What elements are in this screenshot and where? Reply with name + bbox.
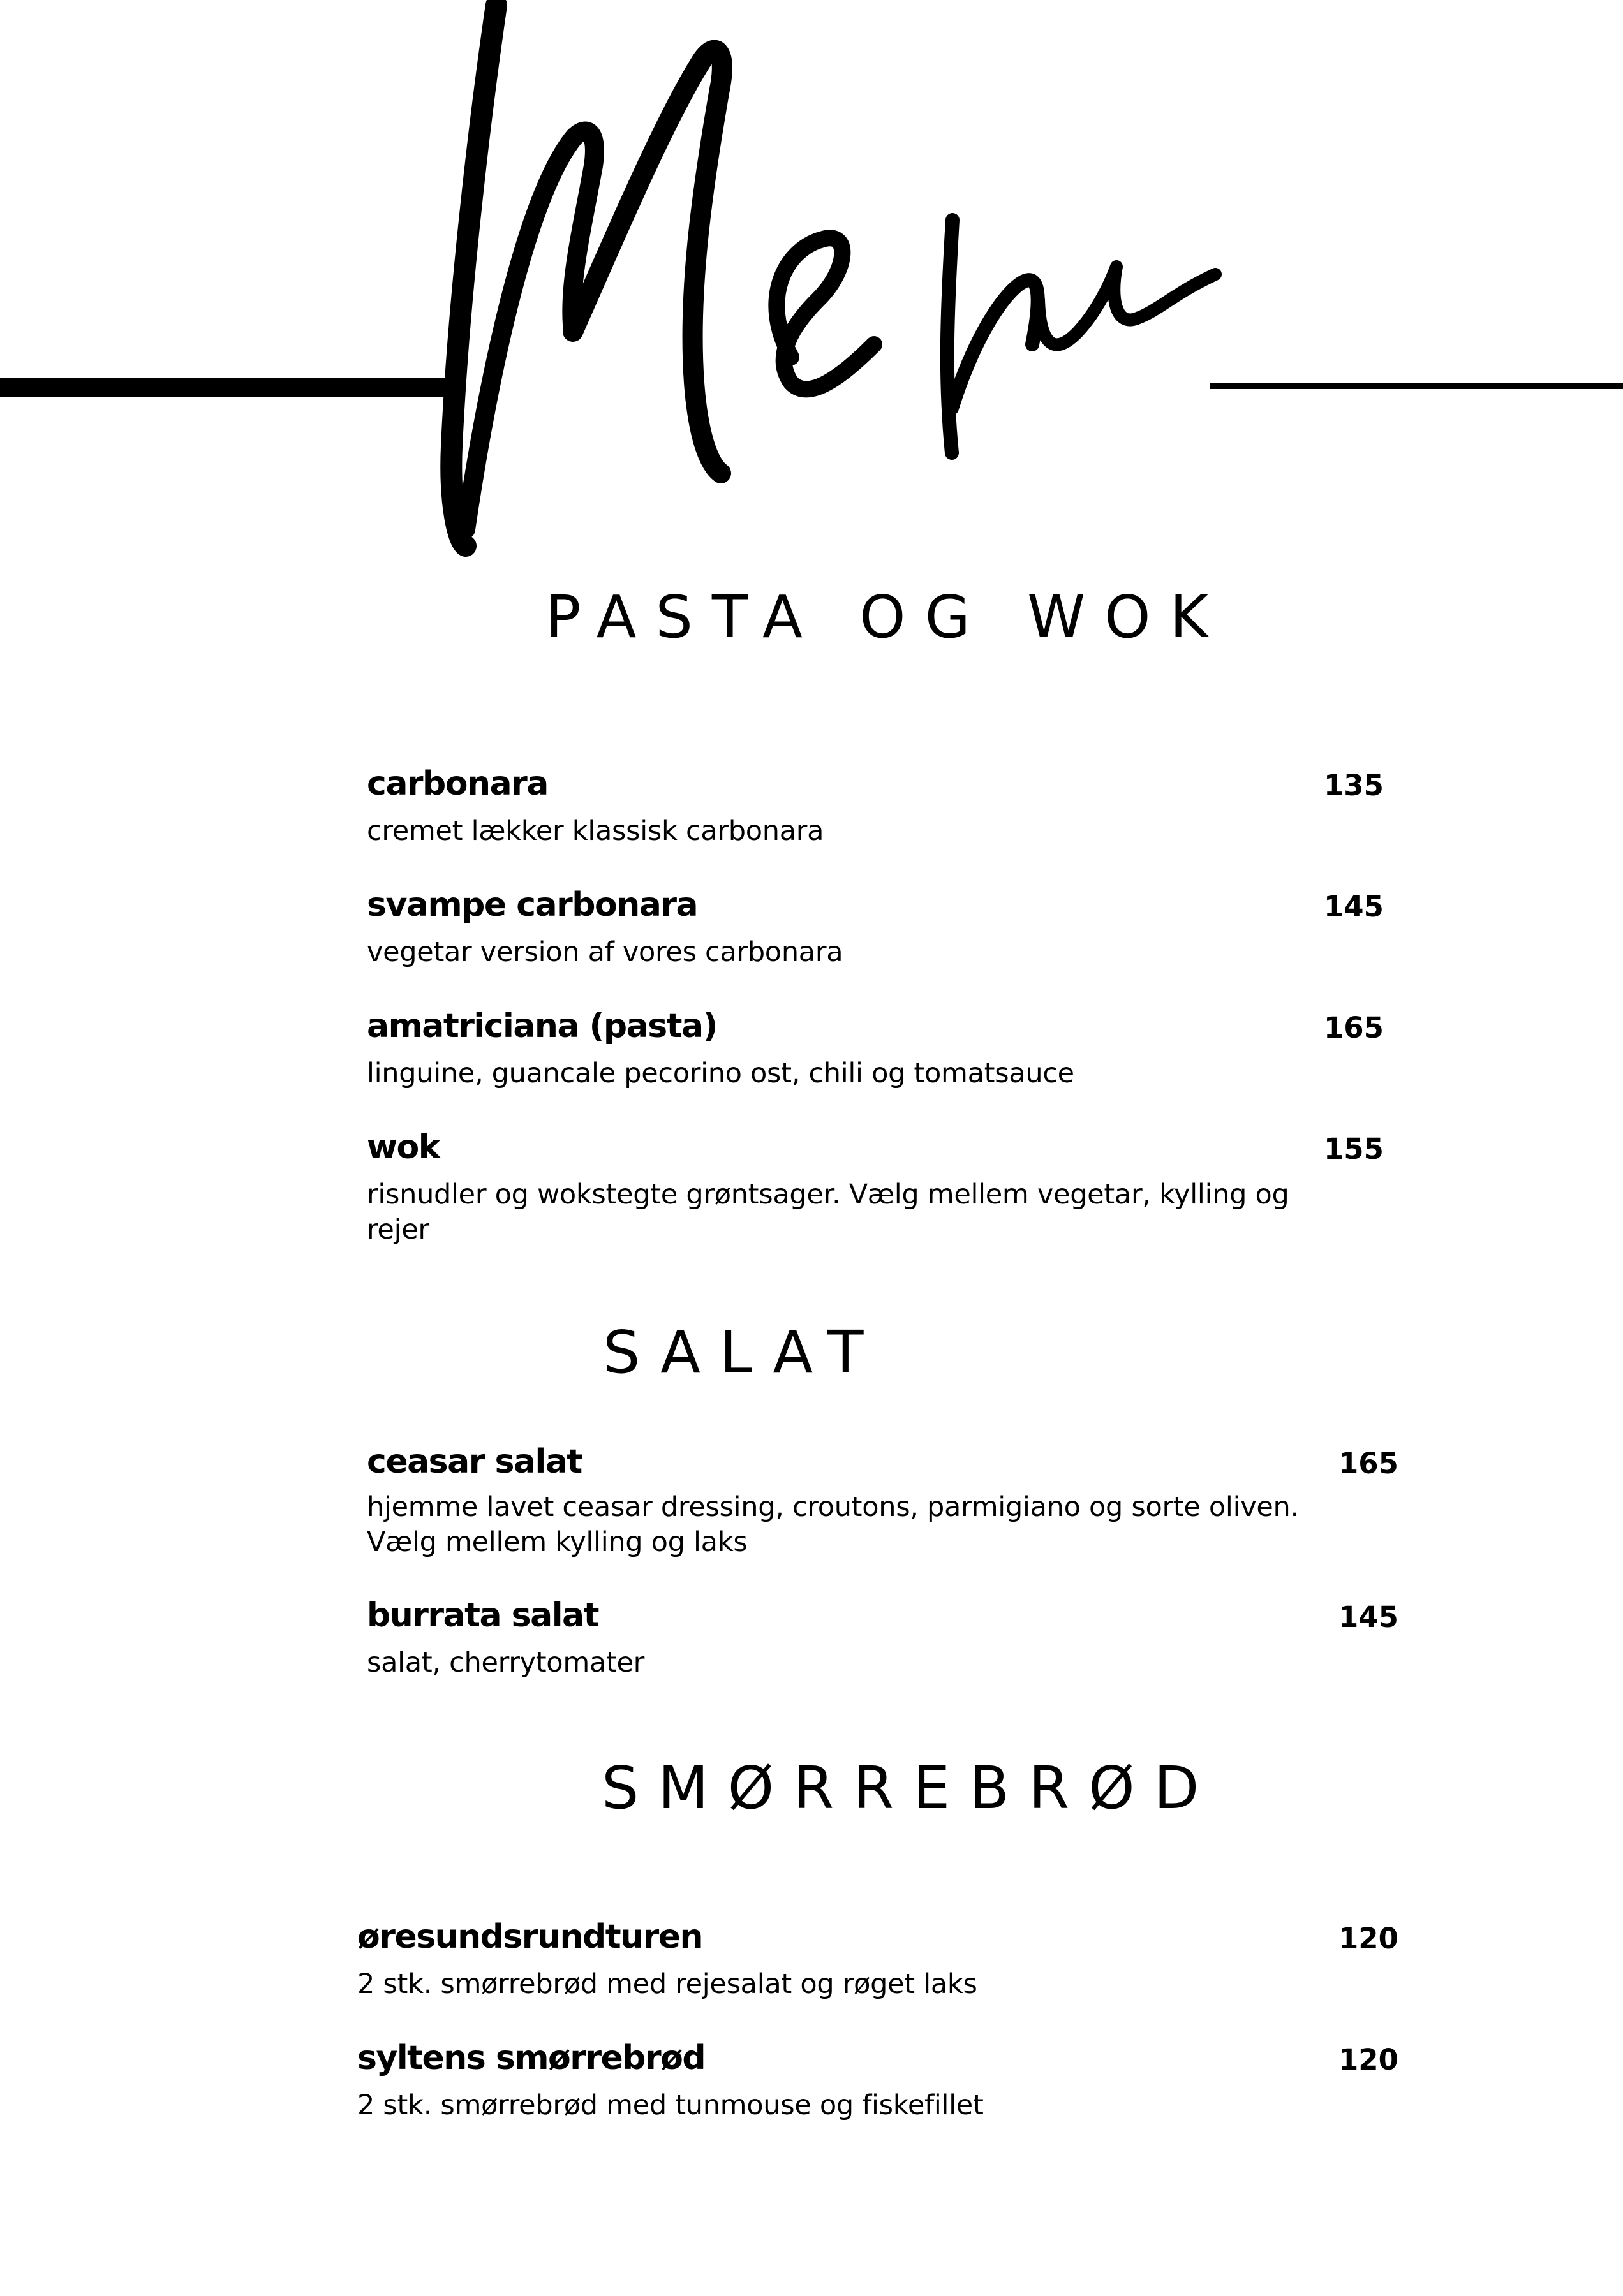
item-description: 2 stk. smørrebrød med rejesalat og røget laks (357, 1968, 977, 2000)
item-name: ceasar salat (367, 1443, 582, 1481)
menu-title-script (383, 0, 1225, 561)
item-description: risnudler og wokstegte grøntsager. Vælg mellem vegetar, kylling og rejer (367, 1179, 1289, 1246)
item-description: cremet lækker klassisk carbonara (367, 815, 824, 847)
section-heading-salat: SALAT (603, 1318, 883, 1387)
item-name: wok (367, 1128, 440, 1166)
item-name: øresundsrundturen (357, 1918, 703, 1956)
item-name: amatriciana (pasta) (367, 1007, 717, 1045)
item-name: syltens smørrebrød (357, 2039, 706, 2077)
item-price: 145 (1324, 890, 1384, 924)
section-heading-smorrebrod: SMØRREBRØD (602, 1754, 1219, 1822)
item-name: carbonara (367, 765, 548, 803)
item-price: 135 (1324, 769, 1384, 802)
item-description: salat, cherrytomater (367, 1647, 645, 1679)
item-price: 165 (1338, 1446, 1398, 1480)
item-description: 2 stk. smørrebrød med tunmouse og fiskefillet (357, 2089, 984, 2121)
item-price: 120 (1338, 2043, 1398, 2077)
item-price: 155 (1324, 1132, 1384, 1166)
title-rule-right (1210, 383, 1623, 389)
item-description: linguine, guancale pecorino ost, chili og tomatsauce (367, 1057, 1074, 1089)
item-description: vegetar version af vores carbonara (367, 936, 843, 968)
item-price: 145 (1338, 1600, 1398, 1634)
title-rule-left (0, 378, 447, 397)
item-name: svampe carbonara (367, 886, 698, 924)
item-name: burrata salat (367, 1596, 598, 1635)
item-description: hjemme lavet ceasar dressing, croutons, parmigiano og sorte oliven. Vælg mellem kylling og laks (367, 1491, 1299, 1558)
item-price: 165 (1324, 1011, 1384, 1045)
section-heading-pasta-og-wok: PASTA OG WOK (545, 583, 1227, 651)
item-price: 120 (1338, 1922, 1398, 1955)
